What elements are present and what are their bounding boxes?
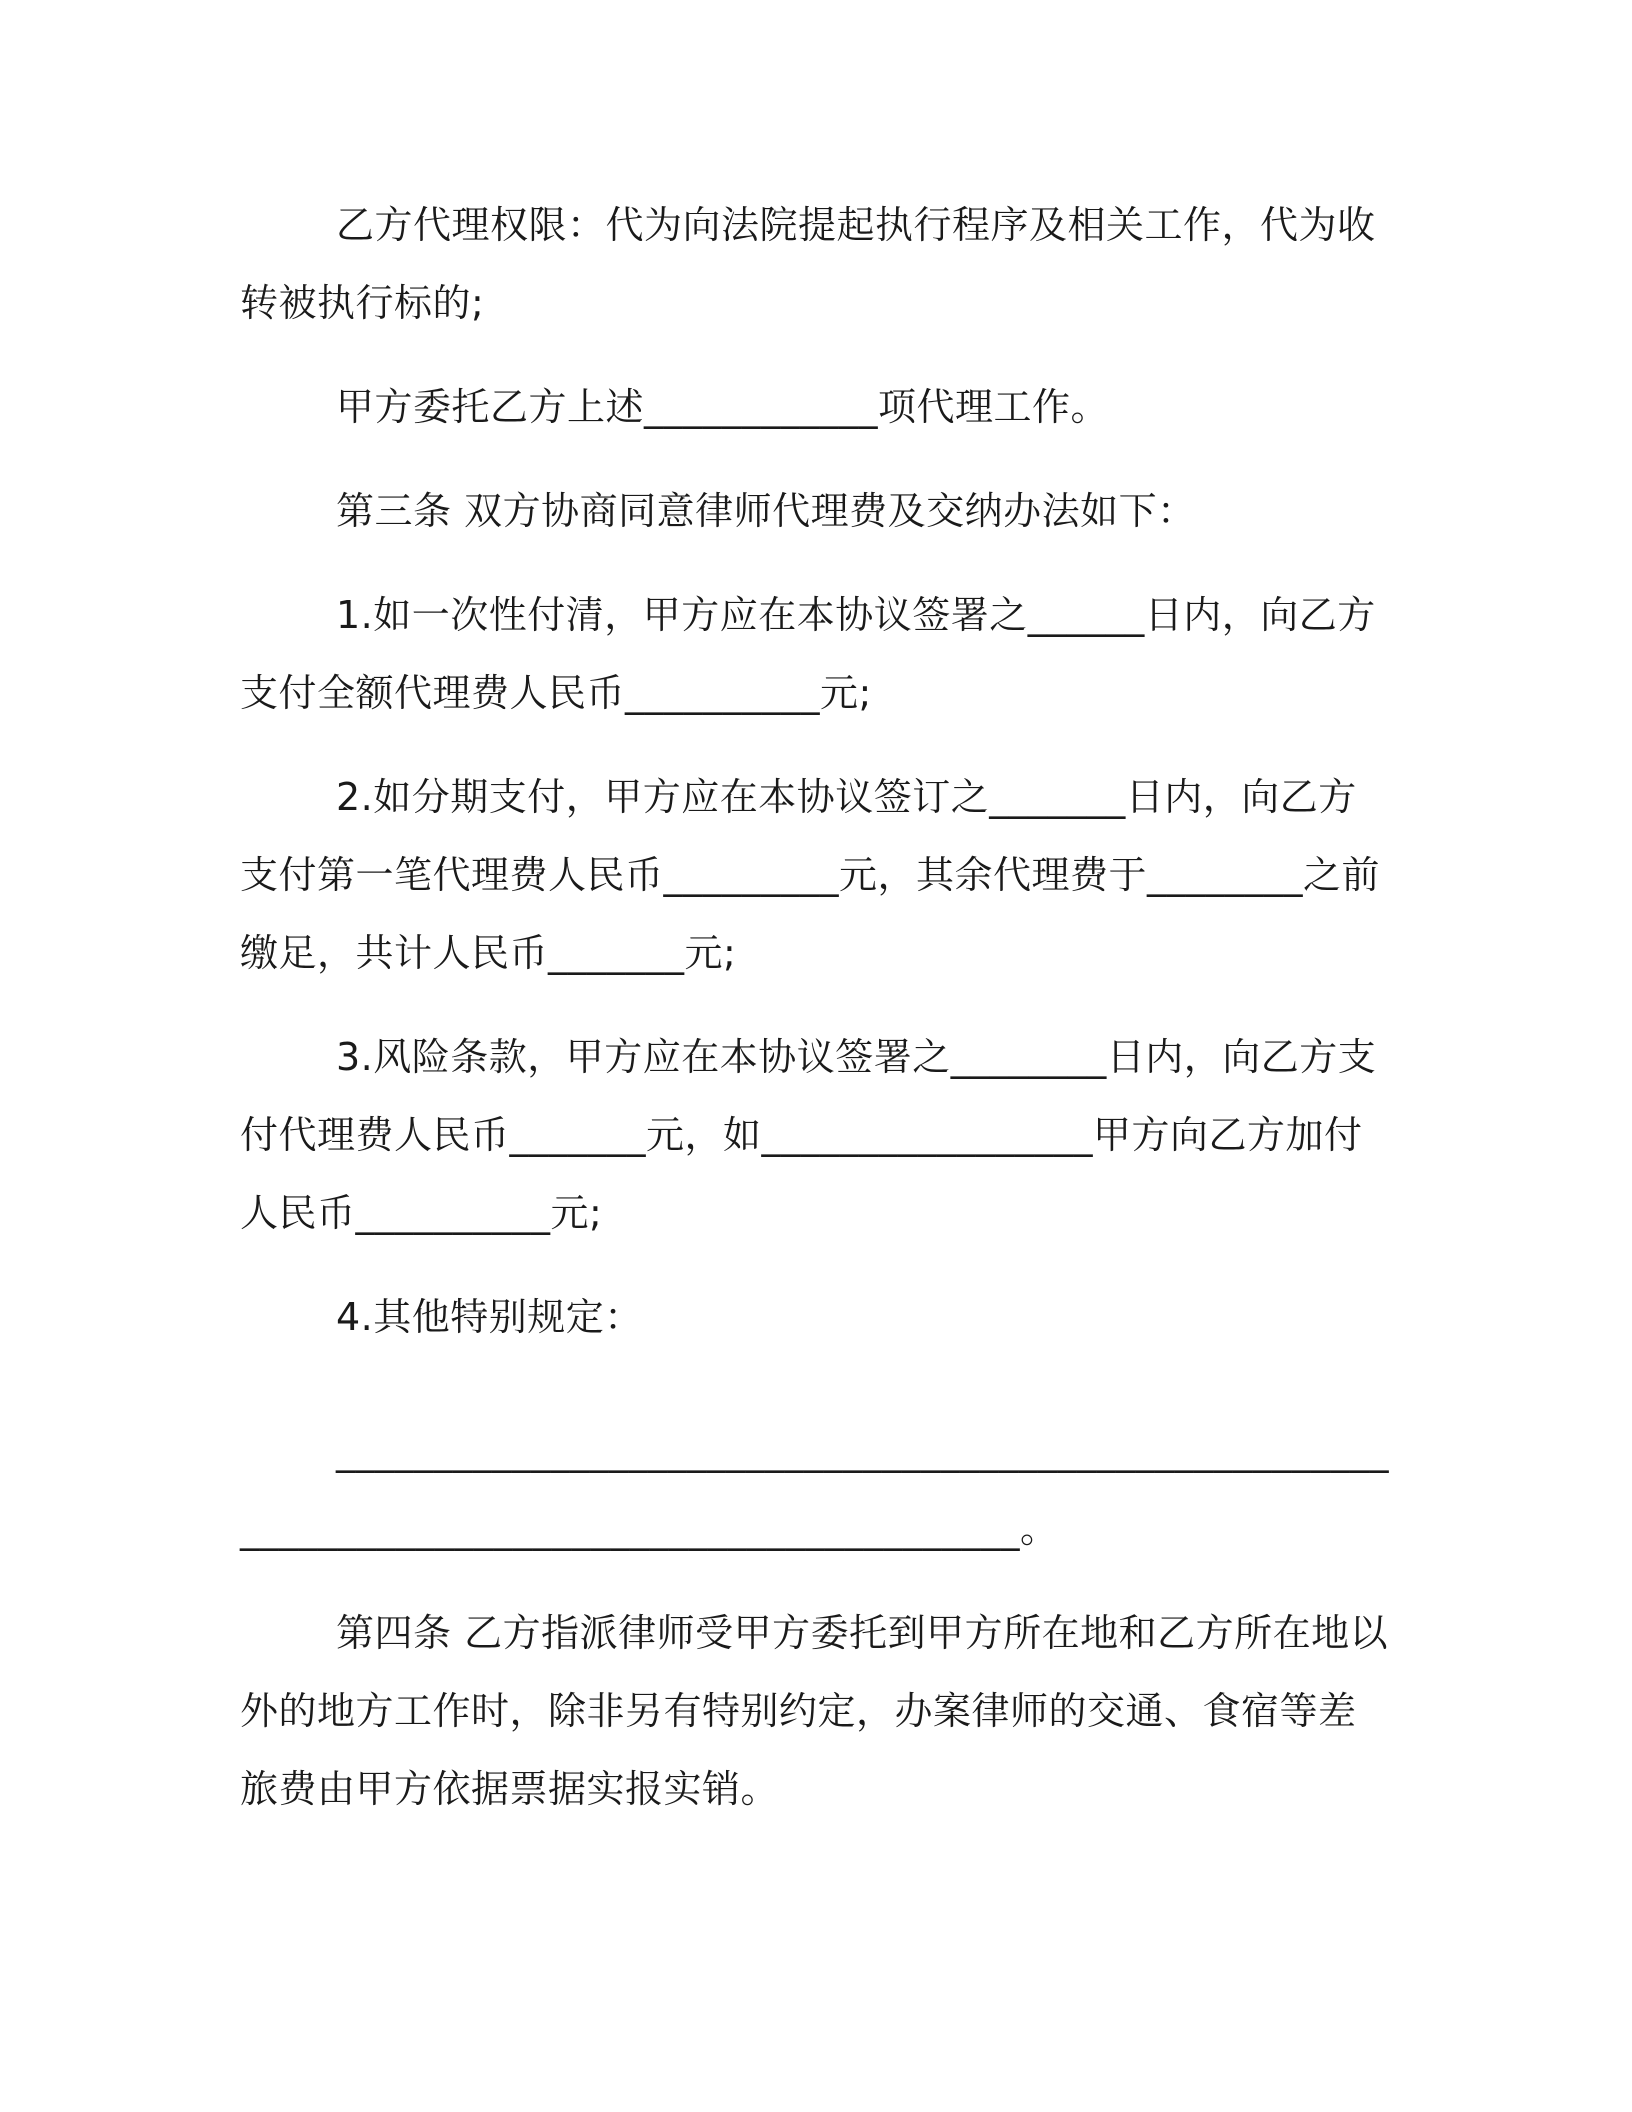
paragraph-special-provisions: 4.其他特别规定： — [336, 1295, 643, 1339]
paragraph-article-three: 第三条 双方协商同意律师代理费及交纳办法如下： — [336, 489, 1196, 533]
paragraph-blank-line: ______________________________________________________________________________________________。 — [240, 1429, 1389, 1551]
paragraph-article-four: 第四条 乙方指派律师受甲方委托到甲方所在地和乙方所在地以外的地方工作时，除非另有特别约定，办案律师的交通、食宿等差旅费由甲方依据票据实报实销。 — [240, 1611, 1389, 1811]
paragraph-agent-authority: 乙方代理权限：代为向法院提起执行程序及相关工作，代为收转被执行标的; — [240, 203, 1376, 325]
document-body — [240, 186, 1390, 1854]
paragraph-installment-payment: 2.如分期支付，甲方应在本协议签订之_______日内，向乙方支付第一笔代理费人民币_________元，其余代理费于________之前缴足，共计人民币_______元; — [240, 775, 1381, 975]
paragraph-entrusted-items: 甲方委托乙方上述____________项代理工作。 — [336, 385, 1110, 429]
paragraph-lump-sum-payment: 1.如一次性付清，甲方应在本协议签署之______日内，向乙方支付全额代理费人民币__________元; — [240, 593, 1376, 715]
paragraph-risk-clause: 3.风险条款，甲方应在本协议签署之________日内，向乙方支付代理费人民币_______元，如_________________甲方向乙方加付人民币__________元; — [240, 1035, 1377, 1235]
